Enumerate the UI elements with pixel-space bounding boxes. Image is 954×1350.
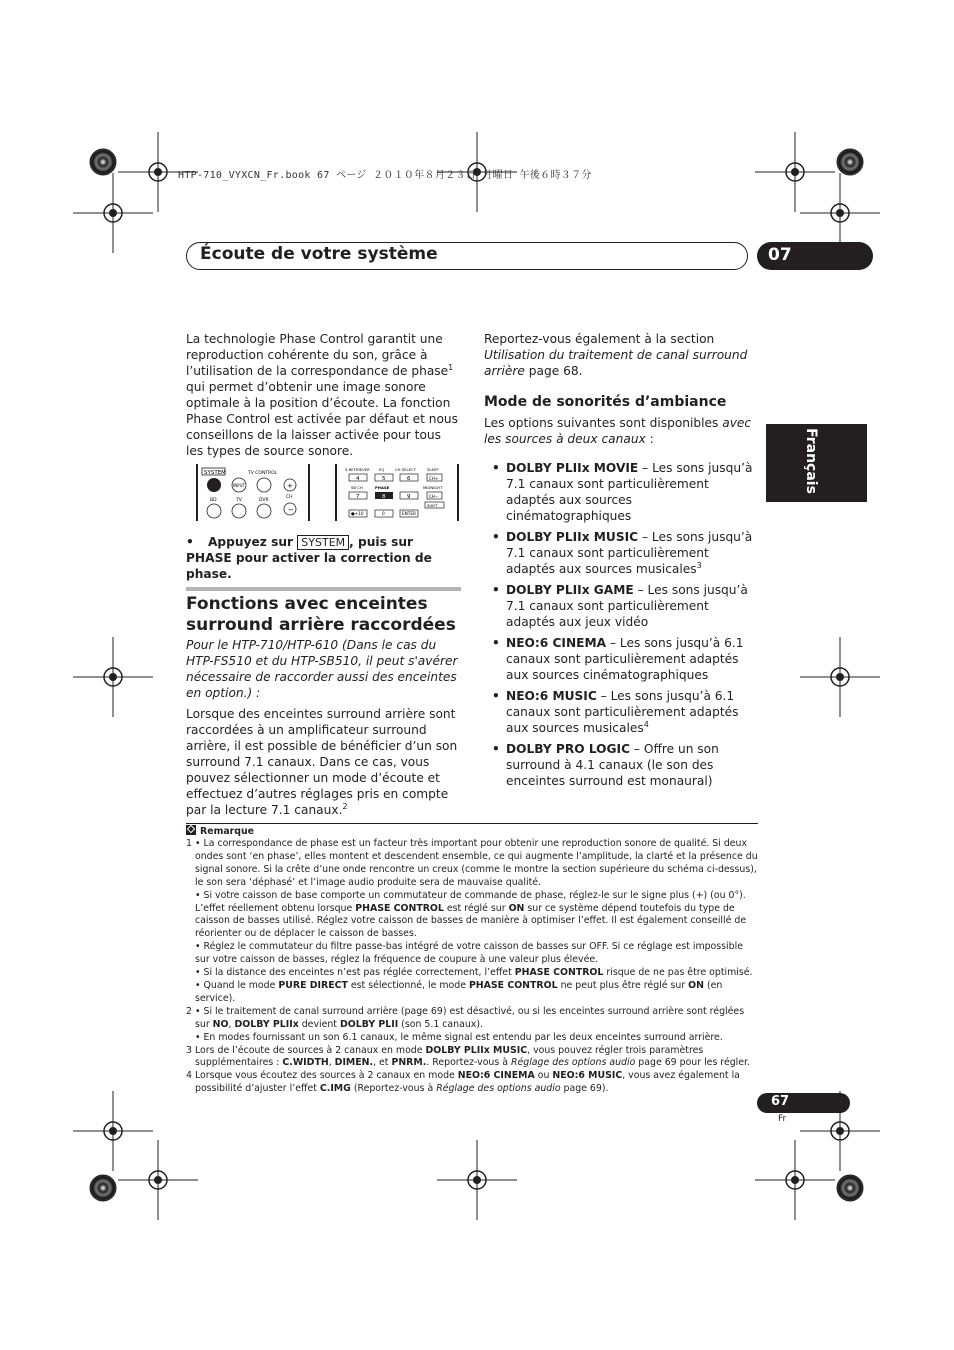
svg-text:ENTER: ENTER <box>402 511 416 516</box>
svg-text:CH+: CH+ <box>429 476 439 481</box>
svg-text:DVR: DVR <box>259 498 269 503</box>
svg-text:●+10: ●+10 <box>351 511 364 516</box>
footnote-4: 4 Lorsque vous écoutez des sources à 2 canaux en mode NEO:6 CINEMA ou NEO:6 MUSIC, vous avez également la possibilité d’ajuster l’effet C.IMG (Reportez-vous à Réglage des options audio page 69). <box>186 1070 740 1095</box>
svg-text:EQ: EQ <box>379 467 385 472</box>
svg-text:S.RETRIEVER: S.RETRIEVER <box>345 467 370 472</box>
page-title: Écoute de votre système <box>200 244 438 264</box>
right-column <box>484 331 760 794</box>
page-number: 67 <box>771 1094 790 1109</box>
mode-item: • DOLBY PLIIx MUSIC – Les sons jusqu’à 7.1 canaux sont particulièrement adaptés aux sources musicales$^3$ <box>492 530 753 576</box>
svg-text:MIDNIGHT: MIDNIGHT <box>423 485 443 490</box>
footnotes-rule <box>186 823 758 824</box>
footnotes <box>186 823 758 1096</box>
svg-text:0: 0 <box>382 511 385 516</box>
mode-item: • DOLBY PLIIx GAME – Les sons jusqu’à 7.1 canaux sont particulièrement adaptés aux jeux vidéo <box>492 583 748 629</box>
system-button-label: SYSTEM <box>297 535 349 550</box>
mode-item: • DOLBY PRO LOGIC – Offre un son surround à 4.1 canaux (le son des enceintes surround est monaural) <box>492 742 719 788</box>
page-language-code: Fr <box>778 1114 787 1124</box>
svg-text:SHIFT: SHIFT <box>427 503 438 508</box>
mode-item: • NEO:6 CINEMA – Les sons jusqu’à 6.1 canaux sont particulièrement adaptés aux sources cinématographiques <box>492 636 744 682</box>
svg-text:SLEEP: SLEEP <box>427 467 439 472</box>
svg-text:BD: BD <box>210 498 217 503</box>
mode-item: • NEO:6 MUSIC – Les sons jusqu’à 6.1 canaux sont particulièrement adaptés aux sources musicales$^4$ <box>492 689 739 735</box>
footnote-1: 1 • La correspondance de phase est un facteur très important pour obtenir une reproduction sonore de qualité. Si deux ondes sont ‘en phase’, elles montent et descendent ensemble, ce qui augmente l’amplitude, la clarté et la présence du signal sonore. Si la crête d’une onde rencontre un creux (comme le montre la section supérieure du schéma ci-dessus), le son sera ‘déphasé’ et l’image audio produite sera de mauvaise qualité. • Si votre caisson de base comporte un commutateur de commande de phase, réglez-le sur le signe plus (+) (ou 0°). L’effet réellement obtenu lorsque PHASE CONTROL est réglé sur ON sur ce système dépend toutefois du type de caisson de basses utilisé. Réglez votre caisson de basses de manière à optimiser l’effet. Il est également conseillé de réorienter ou de déplacer le caisson de basses. • Réglez le commutateur du filtre passe-bas intégré de votre caisson de basses sur OFF. Si ce réglage est impossible sur votre caisson de basses, réglez la fréquence de coupure à une valeur plus élevée. • Si la distance des enceintes n’est pas réglée correctement, l’effet PHASE CONTROL risque de ne pas être optimisé. • Quand le mode PURE DIRECT est sélectionné, le mode PHASE CONTROL ne peut plus être réglé sur ON (en service). <box>186 838 758 1004</box>
footnote-3: 3 Lors de l’écoute de sources à 2 canaux en mode DOLBY PLIIx MUSIC, vous pouvez régler trois paramètres supplémentaires : C.WIDTH, DIMEN., et PNRM.. Reportez-vous à Réglage des options audio page 69 pour les régler. <box>186 1044 751 1069</box>
svg-text:+: + <box>287 482 293 490</box>
svg-text:5: 5 <box>382 476 386 482</box>
section-heading: Fonctions avec enceintes surround arrière raccordées <box>186 594 456 635</box>
instruction-step: • Appuyez sur SYSTEM , puis sur PHASE pour activer la correction de phase. <box>186 535 432 581</box>
svg-text:9: 9 <box>407 494 411 500</box>
remote-tv-control-label: TV CONTROL <box>248 471 278 476</box>
mode-item: • DOLBY PLIIx MOVIE – Les sons jusqu’à 7.1 canaux sont particulièrement adaptés aux sources cinématographiques <box>492 461 753 523</box>
section-divider <box>186 587 461 591</box>
svg-text:SB CH: SB CH <box>351 485 363 490</box>
svg-text:CH SELECT: CH SELECT <box>395 467 417 472</box>
svg-text:CH: CH <box>286 495 293 500</box>
svg-text:PHASE: PHASE <box>375 485 390 490</box>
intro-paragraph: La technologie Phase Control garantit une reproduction cohérente du son, grâce à l’utilisation de la correspondance de phase$^1$ qui permet d’obtenir une image sonore optimale à la position d’écoute. La fonction Phase Control est activée par défaut et nous conseillons de la laisser activée pour tous les types de source sonore. <box>186 332 458 458</box>
language-tab-label: Français <box>803 428 819 494</box>
footnote-2: 2 • Si le traitement de canal surround arrière (page 69) est désactivé, ou si les enceintes surround arrière sont réglées sur NO, DOLBY PLIIx devient DOLBY PLII (son 5.1 canaux). • En modes fournissant un son 6.1 canaux, le même signal est entendu par les deux enceintes surround arrière. <box>186 1005 745 1043</box>
reference-paragraph: Reportez-vous également à la section Utilisation du traitement de canal surround arrière page 68. <box>484 332 748 378</box>
remote-illustration-right <box>335 464 459 521</box>
svg-text:6: 6 <box>407 476 411 482</box>
svg-text:7: 7 <box>356 494 360 500</box>
section-italic-note: Pour le HTP-710/HTP-610 (Dans le cas du HTP-FS510 et du HTP-SB510, il peut s'avérer nécessaire de raccorder aussi des enceintes en option.) : <box>186 638 458 700</box>
svg-text:CH−: CH− <box>429 494 439 499</box>
print-info: HTP-710_VYXCN_Fr.book 67 ページ ２０１０年８月２３日 月曜日 午後６時３７分 <box>178 170 592 181</box>
modes-lead: Les options suivantes sont disponibles avec les sources à deux canaux : <box>484 416 752 446</box>
svg-text:INPUT: INPUT <box>233 483 245 488</box>
svg-text:TV: TV <box>236 498 242 503</box>
svg-text:4: 4 <box>356 476 360 482</box>
left-column <box>186 331 461 459</box>
chapter-number: 07 <box>768 245 792 265</box>
note-icon <box>186 825 196 835</box>
remote-illustration-left <box>196 464 310 521</box>
footnotes-title: Remarque <box>200 826 255 837</box>
section-body: Lorsque des enceintes surround arrière sont raccordées à un amplificateur surround arrière, il est possible de bénéficier d’un son surround 7.1 canaux. Dans ce cas, vous pouvez sélectionner un mode d’écoute et effectuez d’autres réglages pris en compte par la lecture 7.1 canaux.$^2$ <box>186 707 458 817</box>
svg-text:8: 8 <box>382 494 386 500</box>
remote-system-label: SYSTEM <box>204 470 226 476</box>
svg-text:−: − <box>288 506 294 514</box>
footnotes-header <box>186 825 758 838</box>
modes-heading: Mode de sonorités d’ambiance <box>484 394 727 410</box>
